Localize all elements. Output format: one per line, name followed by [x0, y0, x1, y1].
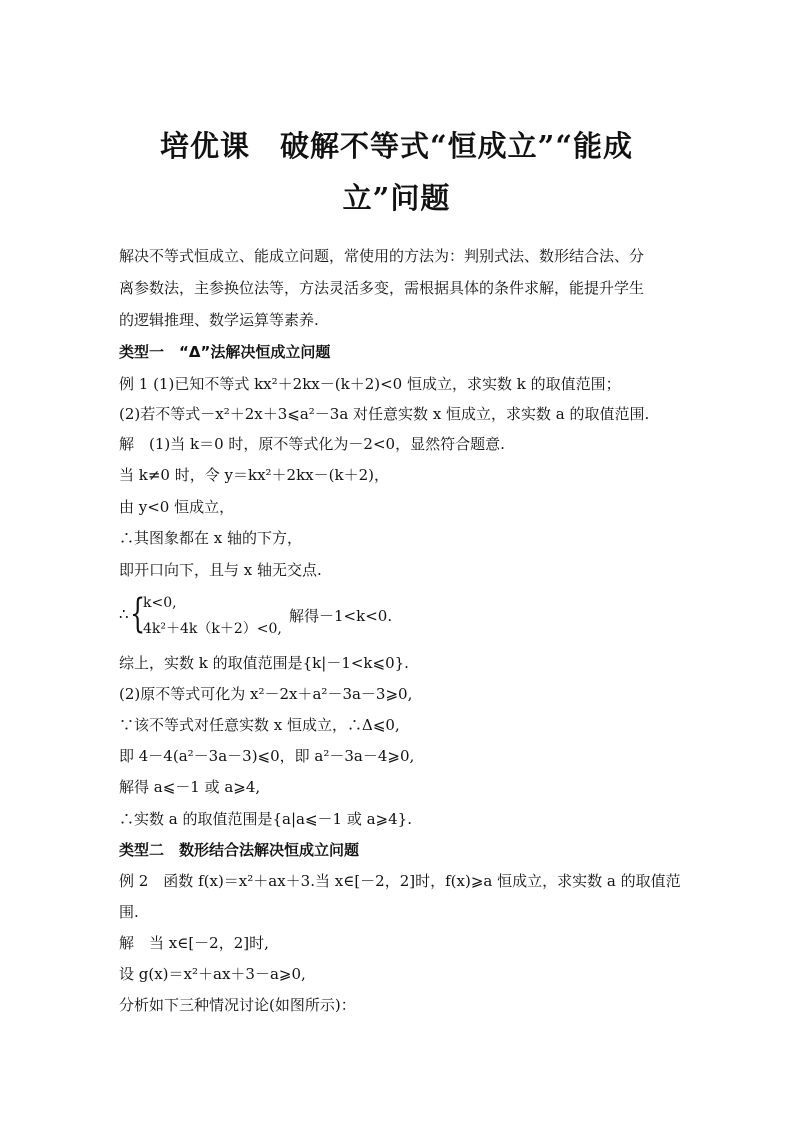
solution2-line-1: 解 当 x∈[－2，2]时, [119, 934, 269, 952]
system-row-2: 4k²＋4k（k＋2）<0, [143, 621, 282, 637]
system-row-1: k<0, [143, 595, 177, 611]
solution1-line-4: ∴其图象都在 x 轴的下方， [119, 529, 302, 547]
type1-heading: 类型一 “Δ”法解决恒成立问题 [119, 343, 331, 361]
example2-line-2: 围. [119, 903, 139, 921]
page-title-line-2: 立”问题 [342, 181, 451, 215]
solution1b-line-2: (2)原不等式可化为 x²－2x＋a²－3a－3⩾0, [119, 685, 413, 703]
solution1b-line-3: ∵该不等式对任意实数 x 恒成立，∴Δ⩽0, [119, 716, 400, 734]
intro-line-1: 解决不等式恒成立、能成立问题，常使用的方法为：判别式法、数形结合法、分 [119, 247, 645, 265]
system-brace: { [130, 591, 146, 637]
solution1b-line-4: 即 4－4(a²－3a－3)⩽0，即 a²－3a－4⩾0, [119, 747, 415, 765]
example2-line-1: 例 2 函数 f(x)＝x²＋ax＋3.当 x∈[－2，2]时，f(x)⩾a 恒成立，求实数 a 的取值范 [119, 872, 681, 890]
solution1-line-1: 解 (1)当 k＝0 时，原不等式化为－2<0，显然符合题意. [119, 435, 505, 453]
example1-part2: (2)若不等式－x²＋2x＋3⩽a²－3a 对任意实数 x 恒成立，求实数 a 的取值范围. [119, 405, 650, 423]
intro-line-3: 的逻辑推理、数学运算等素养. [119, 311, 319, 329]
solution2-line-2: 设 g(x)＝x²＋ax＋3－a⩾0, [119, 965, 306, 983]
page-title-line-1: 培优课 破解不等式“恒成立”“能成 [159, 129, 634, 163]
intro-line-2: 离参数法，主参换位法等，方法灵活多变，需根据具体的条件求解，能提升学生 [119, 279, 645, 297]
solution1b-line-1: 综上，实数 k 的取值范围是{k|－1<k⩽0}. [119, 654, 409, 672]
type2-heading: 类型二 数形结合法解决恒成立问题 [119, 841, 360, 859]
solution1-line-2: 当 k≠0 时，令 y＝kx²＋2kx－(k＋2)， [119, 466, 389, 484]
example1-part1: 例 1 (1)已知不等式 kx²＋2kx－(k＋2)<0 恒成立，求实数 k 的取值范围； [119, 375, 621, 393]
system-result: 解得－1<k<0. [289, 607, 393, 625]
solution1b-line-6: ∴实数 a 的取值范围是{a|a⩽－1 或 a⩾4}. [119, 810, 412, 828]
solution2-line-3: 分析如下三种情况讨论(如图所示)： [119, 996, 356, 1014]
solution1b-line-5: 解得 a⩽－1 或 a⩾4, [119, 778, 261, 796]
solution1-line-5: 即开口向下，且与 x 轴无交点. [119, 561, 322, 579]
solution1-line-3: 由 y<0 恒成立， [119, 498, 235, 516]
therefore-symbol: ∴ [119, 605, 129, 623]
